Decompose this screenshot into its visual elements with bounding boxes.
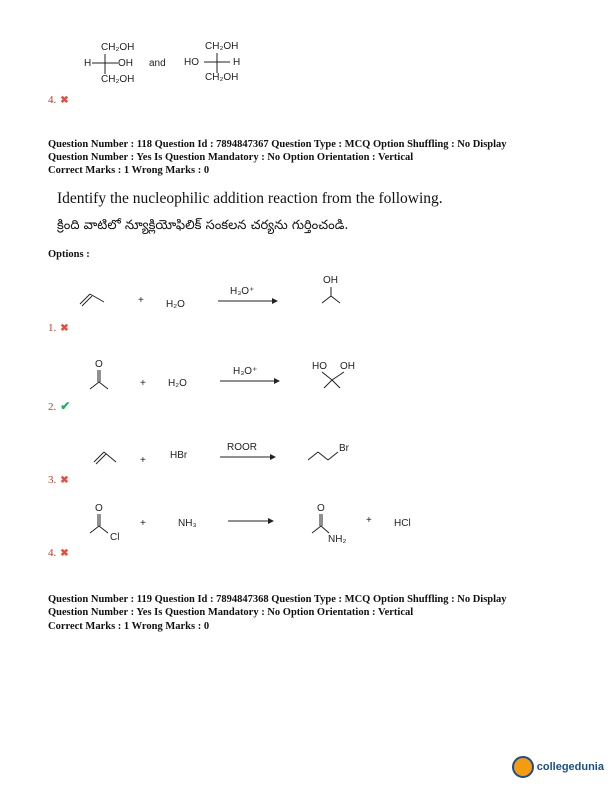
reactant-o-label: O [95, 503, 103, 514]
options-label: Options : [48, 249, 90, 260]
condition-label: H₃O⁺ [233, 366, 258, 377]
collegedunia-logo[interactable] [512, 756, 604, 778]
fischer-right-cross [202, 51, 232, 75]
option-4-marker [48, 543, 69, 561]
option-number: 3. [48, 474, 57, 486]
isopropanol-structure [322, 287, 340, 303]
option-4-reaction [60, 500, 460, 550]
condition-label: H₃O⁺ [230, 286, 255, 297]
option-4-prev-row [48, 90, 69, 108]
fischer-left-top: CH₂OH [101, 42, 135, 53]
plus-sign: + [140, 455, 146, 466]
fischer-left-cross [90, 52, 120, 76]
q118-header-line3: Correct Marks : 1 Wrong Marks : 0 [48, 165, 210, 176]
acetone-structure [90, 370, 108, 389]
q118-header-line2: Question Number : Yes Is Question Mandatory : No Option Orientation : Vertical [48, 152, 414, 163]
carbonyl-o-label: O [95, 359, 103, 370]
wrong-mark-icon: ✖ [60, 323, 69, 334]
q118-header-line1: Question Number : 118 Question Id : 7894847367 Question Type : MCQ Option Shuffling : No Display [48, 139, 507, 150]
fischer-left-h: H [84, 58, 92, 69]
arrow-head [270, 454, 276, 460]
product-oh-label: OH [340, 361, 355, 372]
bromopropane-structure [308, 452, 338, 460]
q119-header-line2: Question Number : Yes Is Question Mandatory : No Option Orientation : Vertical [48, 607, 414, 618]
plus-sign: + [140, 518, 146, 529]
logo-mascot-icon [512, 756, 534, 778]
fischer-left-bottom: CH₂OH [101, 74, 135, 85]
propene-structure [94, 452, 116, 464]
gem-diol-structure [322, 372, 344, 388]
acetamide-structure [312, 514, 329, 533]
option-number: 2. [48, 401, 57, 413]
wrong-mark-icon: ✖ [60, 548, 69, 559]
option-3-reaction [60, 436, 380, 476]
byproduct-label: HCl [394, 518, 411, 529]
reactant-cl-label: Cl [110, 532, 120, 543]
reagent-label: H₂O [166, 299, 185, 310]
product-br-label: Br [339, 443, 349, 454]
wrong-mark-icon: ✖ [60, 475, 69, 486]
option-2-marker [48, 397, 70, 415]
reagent-label: HBr [170, 450, 188, 461]
fischer-left-oh: OH [118, 58, 133, 69]
fischer-right-top: CH₂OH [205, 41, 239, 52]
option-1-marker [48, 318, 69, 336]
product-nh2-label: NH₂ [328, 534, 347, 545]
arrow-head [274, 378, 280, 384]
arrow-head [272, 298, 278, 304]
plus-sign: + [138, 295, 144, 306]
product-oh-label: OH [323, 275, 338, 286]
option-number: 4. [48, 94, 57, 106]
plus-sign: + [140, 378, 146, 389]
acetyl-chloride-structure [90, 514, 108, 533]
plus-sign-2: + [366, 515, 372, 526]
product-o-label: O [317, 503, 325, 514]
reagent-label: NH₃ [178, 518, 197, 529]
option-1-reaction [60, 270, 380, 320]
product-ho-label: HO [312, 361, 327, 372]
option-number: 1. [48, 322, 57, 334]
option-3-marker [48, 470, 69, 488]
fischer-right-bottom: CH₂OH [205, 72, 239, 83]
option-2-reaction [60, 356, 380, 406]
arrow-head [268, 518, 274, 524]
reagent-label: H₂O [168, 378, 187, 389]
fischer-right-ho: HO [184, 57, 199, 68]
correct-check-icon: ✔ [60, 399, 71, 413]
logo-text: collegedunia [536, 761, 604, 773]
propene-structure [80, 294, 104, 306]
condition-label: ROOR [227, 442, 257, 453]
question-text-english: Identify the nucleophilic addition reaction from the following. [57, 190, 443, 207]
q119-header-line1: Question Number : 119 Question Id : 7894847368 Question Type : MCQ Option Shuffling : No Display [48, 594, 507, 605]
option-number: 4. [48, 547, 57, 559]
question-text-telugu: క్రింది వాటిలో న్యూక్లియోఫిలిక్ సంకలన చర్యను గుర్తించండి. [57, 218, 349, 233]
and-text: and [149, 58, 166, 69]
wrong-mark-icon: ✖ [60, 95, 69, 106]
q119-header-line3: Correct Marks : 1 Wrong Marks : 0 [48, 621, 210, 632]
fischer-right-h: H [233, 57, 241, 68]
